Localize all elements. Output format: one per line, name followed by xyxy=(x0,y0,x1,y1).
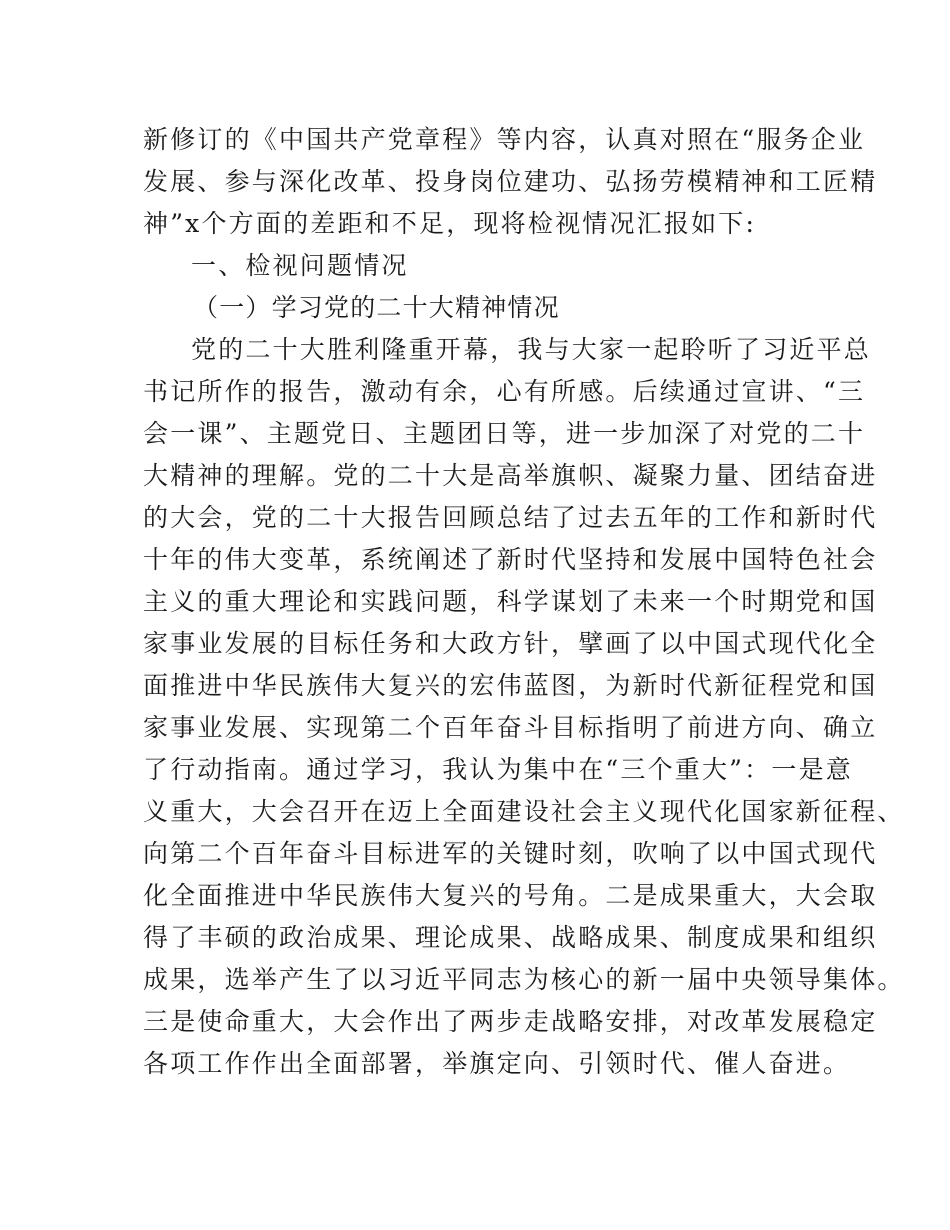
intro-line: 神”x个方面的差距和不足，现将检视情况汇报如下: xyxy=(143,209,757,238)
paragraph-line: 三是使命重大，大会作出了两步走战略安排，对改革发展稳定 xyxy=(143,1007,878,1036)
paragraph-line: 家事业发展的目标任务和大政方针，擘画了以中国式现代化全 xyxy=(143,629,878,658)
paragraph-line: 了行动指南。通过学习，我认为集中在“三个重大”：一是意 xyxy=(143,755,853,784)
paragraph-line: 会一课”、主题党日、主题团日等，进一步加深了对党的二十 xyxy=(143,419,866,448)
paragraph-line: 的大会，党的二十大报告回顾总结了过去五年的工作和新时代 xyxy=(143,503,878,532)
paragraph-line: 主义的重大理论和实践问题，科学谋划了未来一个时期党和国 xyxy=(143,587,878,616)
paragraph-line: 向第二个百年奋斗目标进军的关键时刻，吹响了以中国式现代 xyxy=(143,839,878,868)
intro-line: 发展、参与深化改革、投身岗位建功、弘扬劳模精神和工匠精 xyxy=(143,167,878,196)
paragraph-line: 家事业发展、实现第二个百年奋斗目标指明了前进方向、确立 xyxy=(143,713,878,742)
intro-line: 新修订的《中国共产党章程》等内容，认真对照在“服务企业 xyxy=(143,125,866,154)
paragraph-line: 义重大，大会召开在迈上全面建设社会主义现代化国家新征程、 xyxy=(143,797,905,826)
paragraph-line: 大精神的理解。党的二十大是高举旗帜、凝聚力量、团结奋进 xyxy=(143,461,878,490)
paragraph-line: 书记所作的报告，激动有余，心有所感。后续通过宣讲、“三 xyxy=(143,377,866,406)
paragraph-line: 各项工作作出全面部署，举旗定向、引领时代、催人奋进。 xyxy=(143,1049,851,1078)
paragraph-line: 十年的伟大变革，系统阐述了新时代坚持和发展中国特色社会 xyxy=(143,545,878,574)
paragraph-line: 化全面推进中华民族伟大复兴的号角。二是成果重大，大会取 xyxy=(143,881,878,910)
paragraph-line: 得了丰硕的政治成果、理论成果、战略成果、制度成果和组织 xyxy=(143,923,878,952)
subsection-heading: （一）学习党的二十大精神情况 xyxy=(193,293,560,322)
section-heading: 一、检视问题情况 xyxy=(191,251,409,280)
paragraph-line: 面推进中华民族伟大复兴的宏伟蓝图，为新时代新征程党和国 xyxy=(143,671,878,700)
document-text xyxy=(143,119,905,1085)
paragraph-line: 成果，选举产生了以习近平同志为核心的新一届中央领导集体。 xyxy=(143,965,905,994)
paragraph-line: 党的二十大胜利隆重开幕，我与大家一起聆听了习近平总 xyxy=(191,335,872,364)
